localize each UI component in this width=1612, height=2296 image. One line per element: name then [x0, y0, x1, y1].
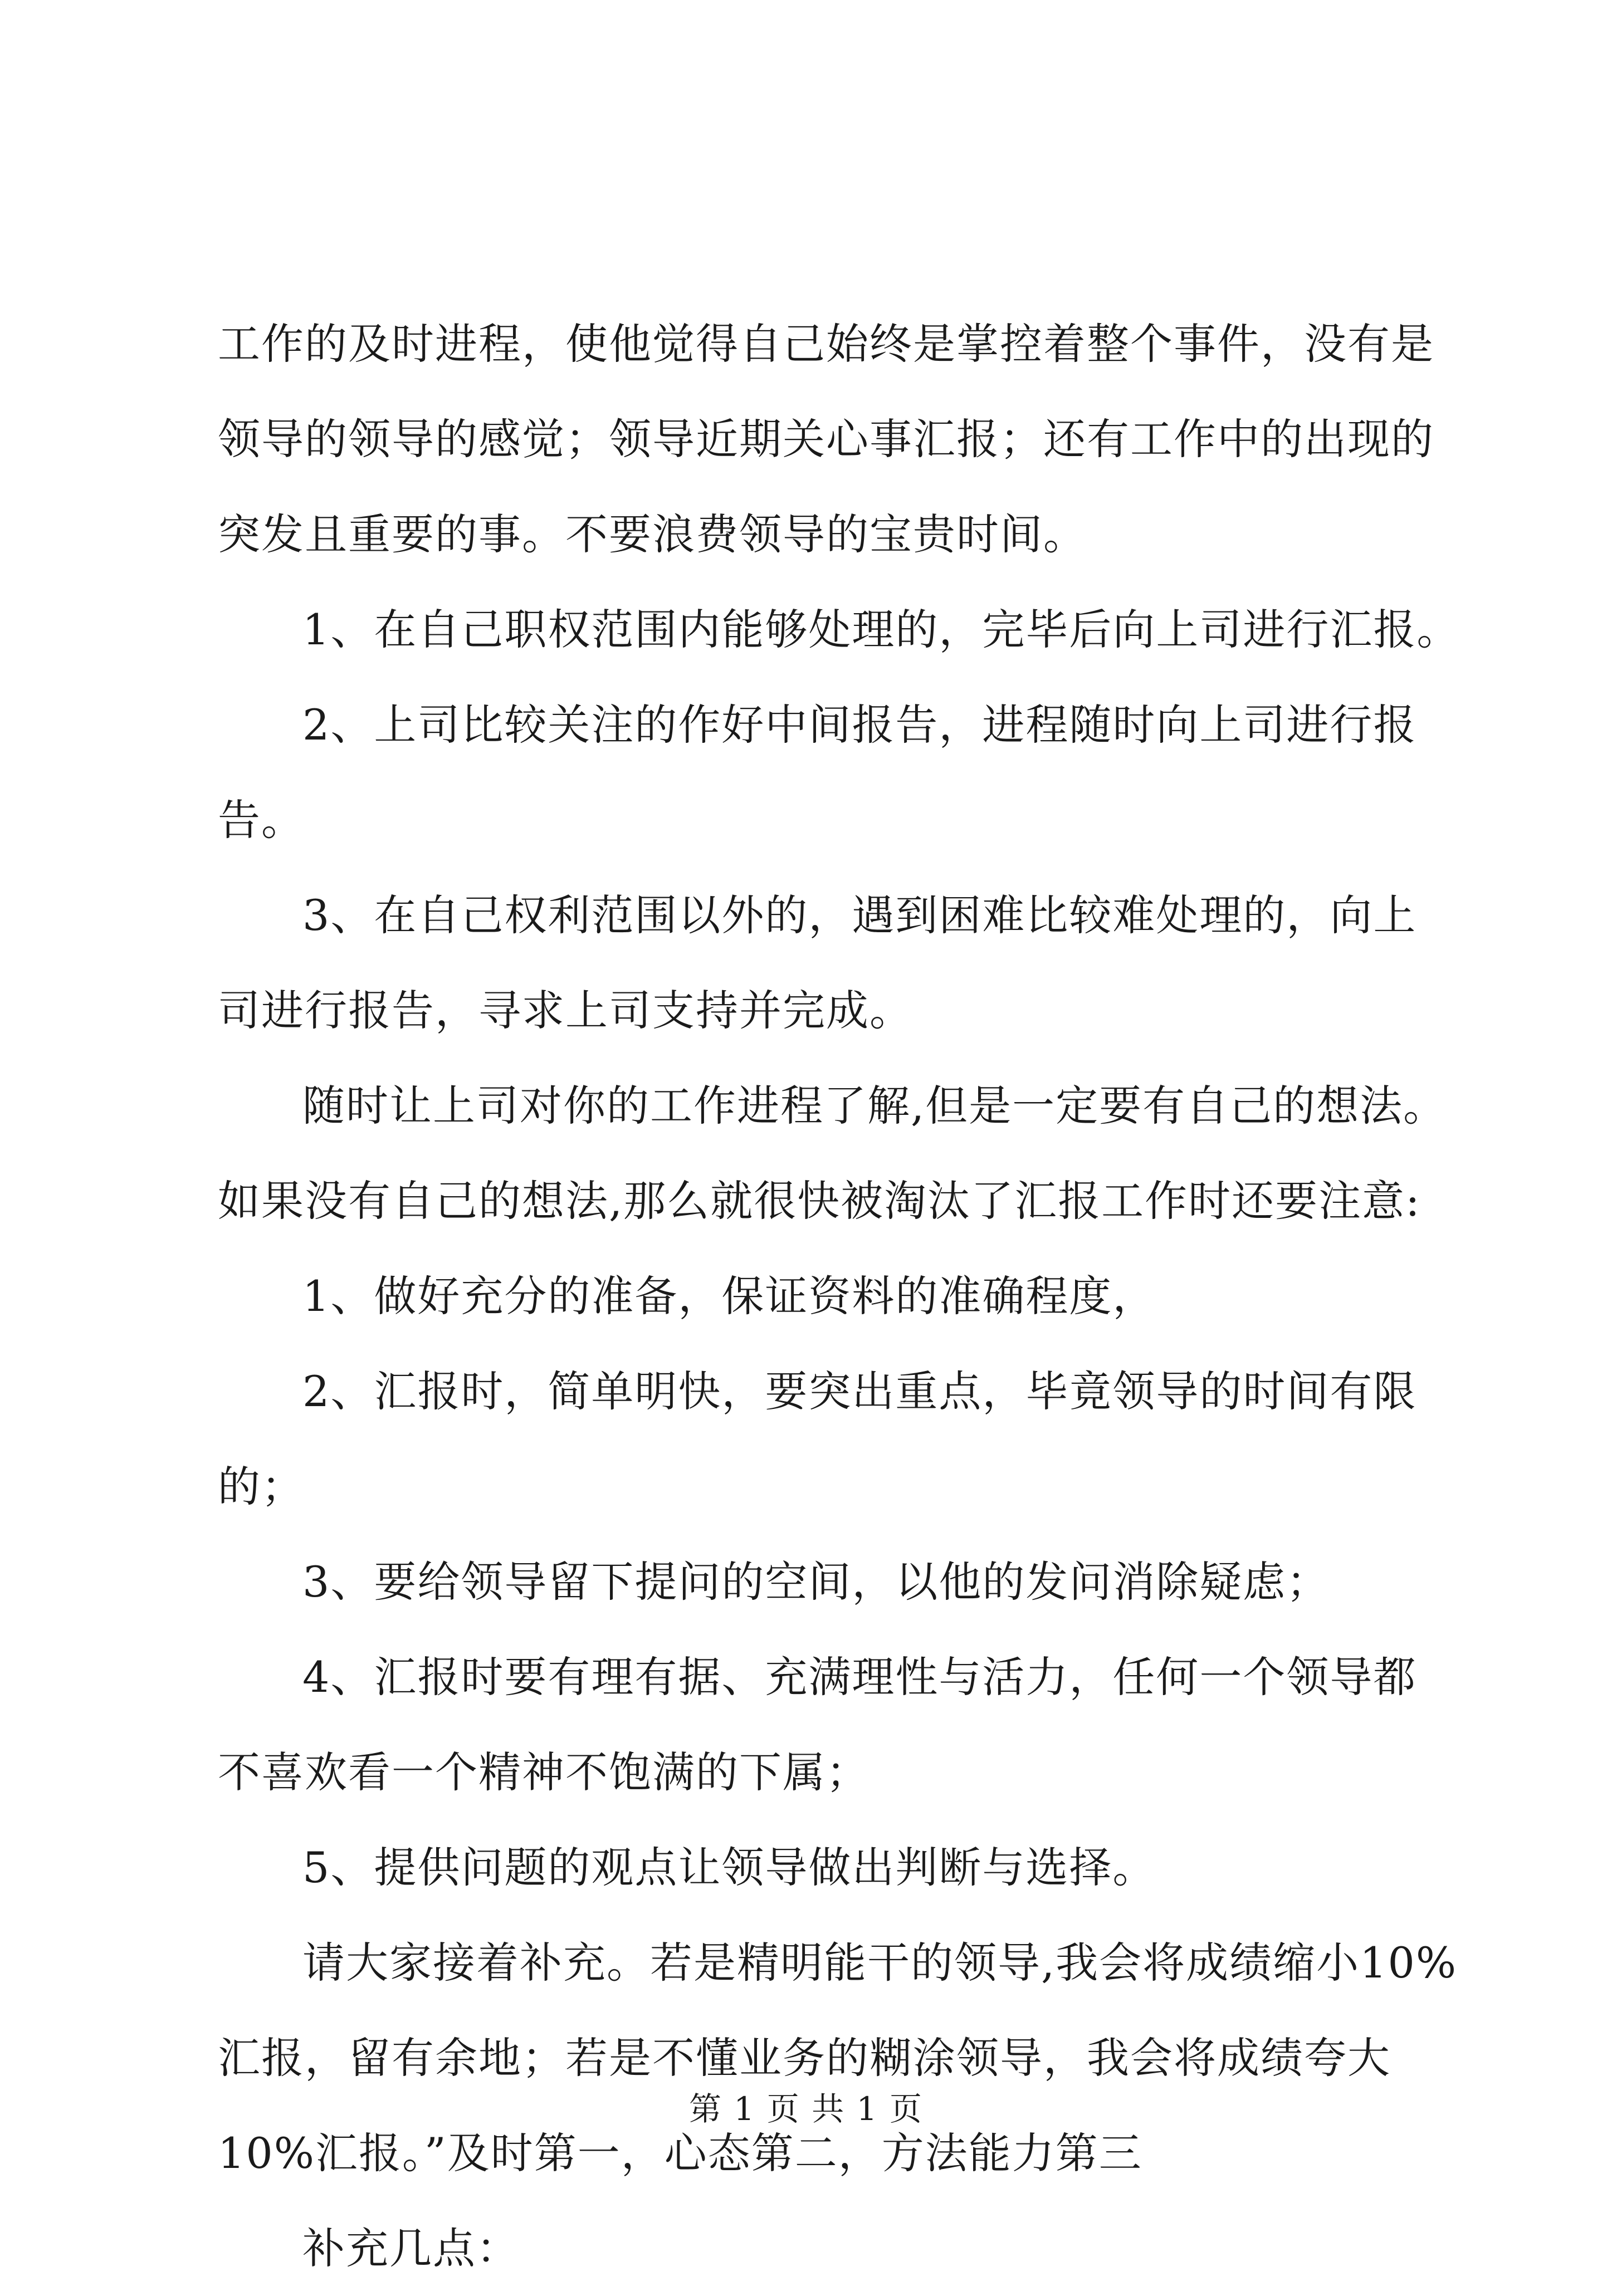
text-line: 不喜欢看一个精神不饱满的下属； — [218, 1747, 869, 1797]
text-line: 4、汇报时要有理有据、充满理性与活力，任何一个领导都 — [302, 1652, 1417, 1702]
text-line: 领导的领导的感觉；领导近期关心事汇报；还有工作中的出现的 — [218, 414, 1434, 464]
document-body — [218, 296, 1460, 2296]
text-line: 1、做好充分的准备，保证资料的准确程度， — [302, 1271, 1156, 1321]
text-line: 2、上司比较关注的作好中间报告，进程随时向上司进行报 — [302, 700, 1417, 750]
text-line: 请大家接着补充。若是精明能干的领导,我会将成绩缩小10% — [302, 1938, 1458, 1987]
text-line: 突发且重要的事。不要浪费领导的宝贵时间。 — [218, 510, 1087, 559]
text-line: 如果没有自己的想法,那么就很快被淘汰了汇报工作时还要注意: — [218, 1176, 1421, 1226]
page-footer: 第 1 页 共 1 页 — [689, 2090, 923, 2128]
text-line: 工作的及时进程，使他觉得自己始终是掌控着整个事件，没有是 — [218, 319, 1434, 369]
text-line: 的； — [218, 1462, 305, 1511]
text-line: 2、汇报时，简单明快，要突出重点，毕竟领导的时间有限 — [302, 1367, 1417, 1416]
text-line: 告。 — [218, 795, 305, 845]
text-line: 司进行报告，寻求上司支持并完成。 — [218, 986, 913, 1035]
text-line: 10%汇报。”及时第一，心态第二，方法能力第三 — [218, 2128, 1142, 2178]
text-line: 3、在自己权利范围以外的，遇到困难比较难处理的，向上 — [302, 890, 1417, 940]
text-line: 汇报，留有余地；若是不懂业务的糊涂领导，我会将成绩夸大 — [218, 2033, 1391, 2083]
text-line: 3、要给领导留下提问的空间，以他的发问消除疑虑； — [302, 1557, 1330, 1607]
text-line: 补充几点： — [302, 2224, 520, 2273]
text-line: 随时让上司对你的工作进程了解,但是一定要有自己的想法。 — [302, 1081, 1447, 1130]
text-line: 5、提供问题的观点让领导做出判断与选择。 — [302, 1843, 1156, 1892]
text-line: 1、在自己职权范围内能够处理的，完毕后向上司进行汇报。 — [302, 605, 1460, 654]
